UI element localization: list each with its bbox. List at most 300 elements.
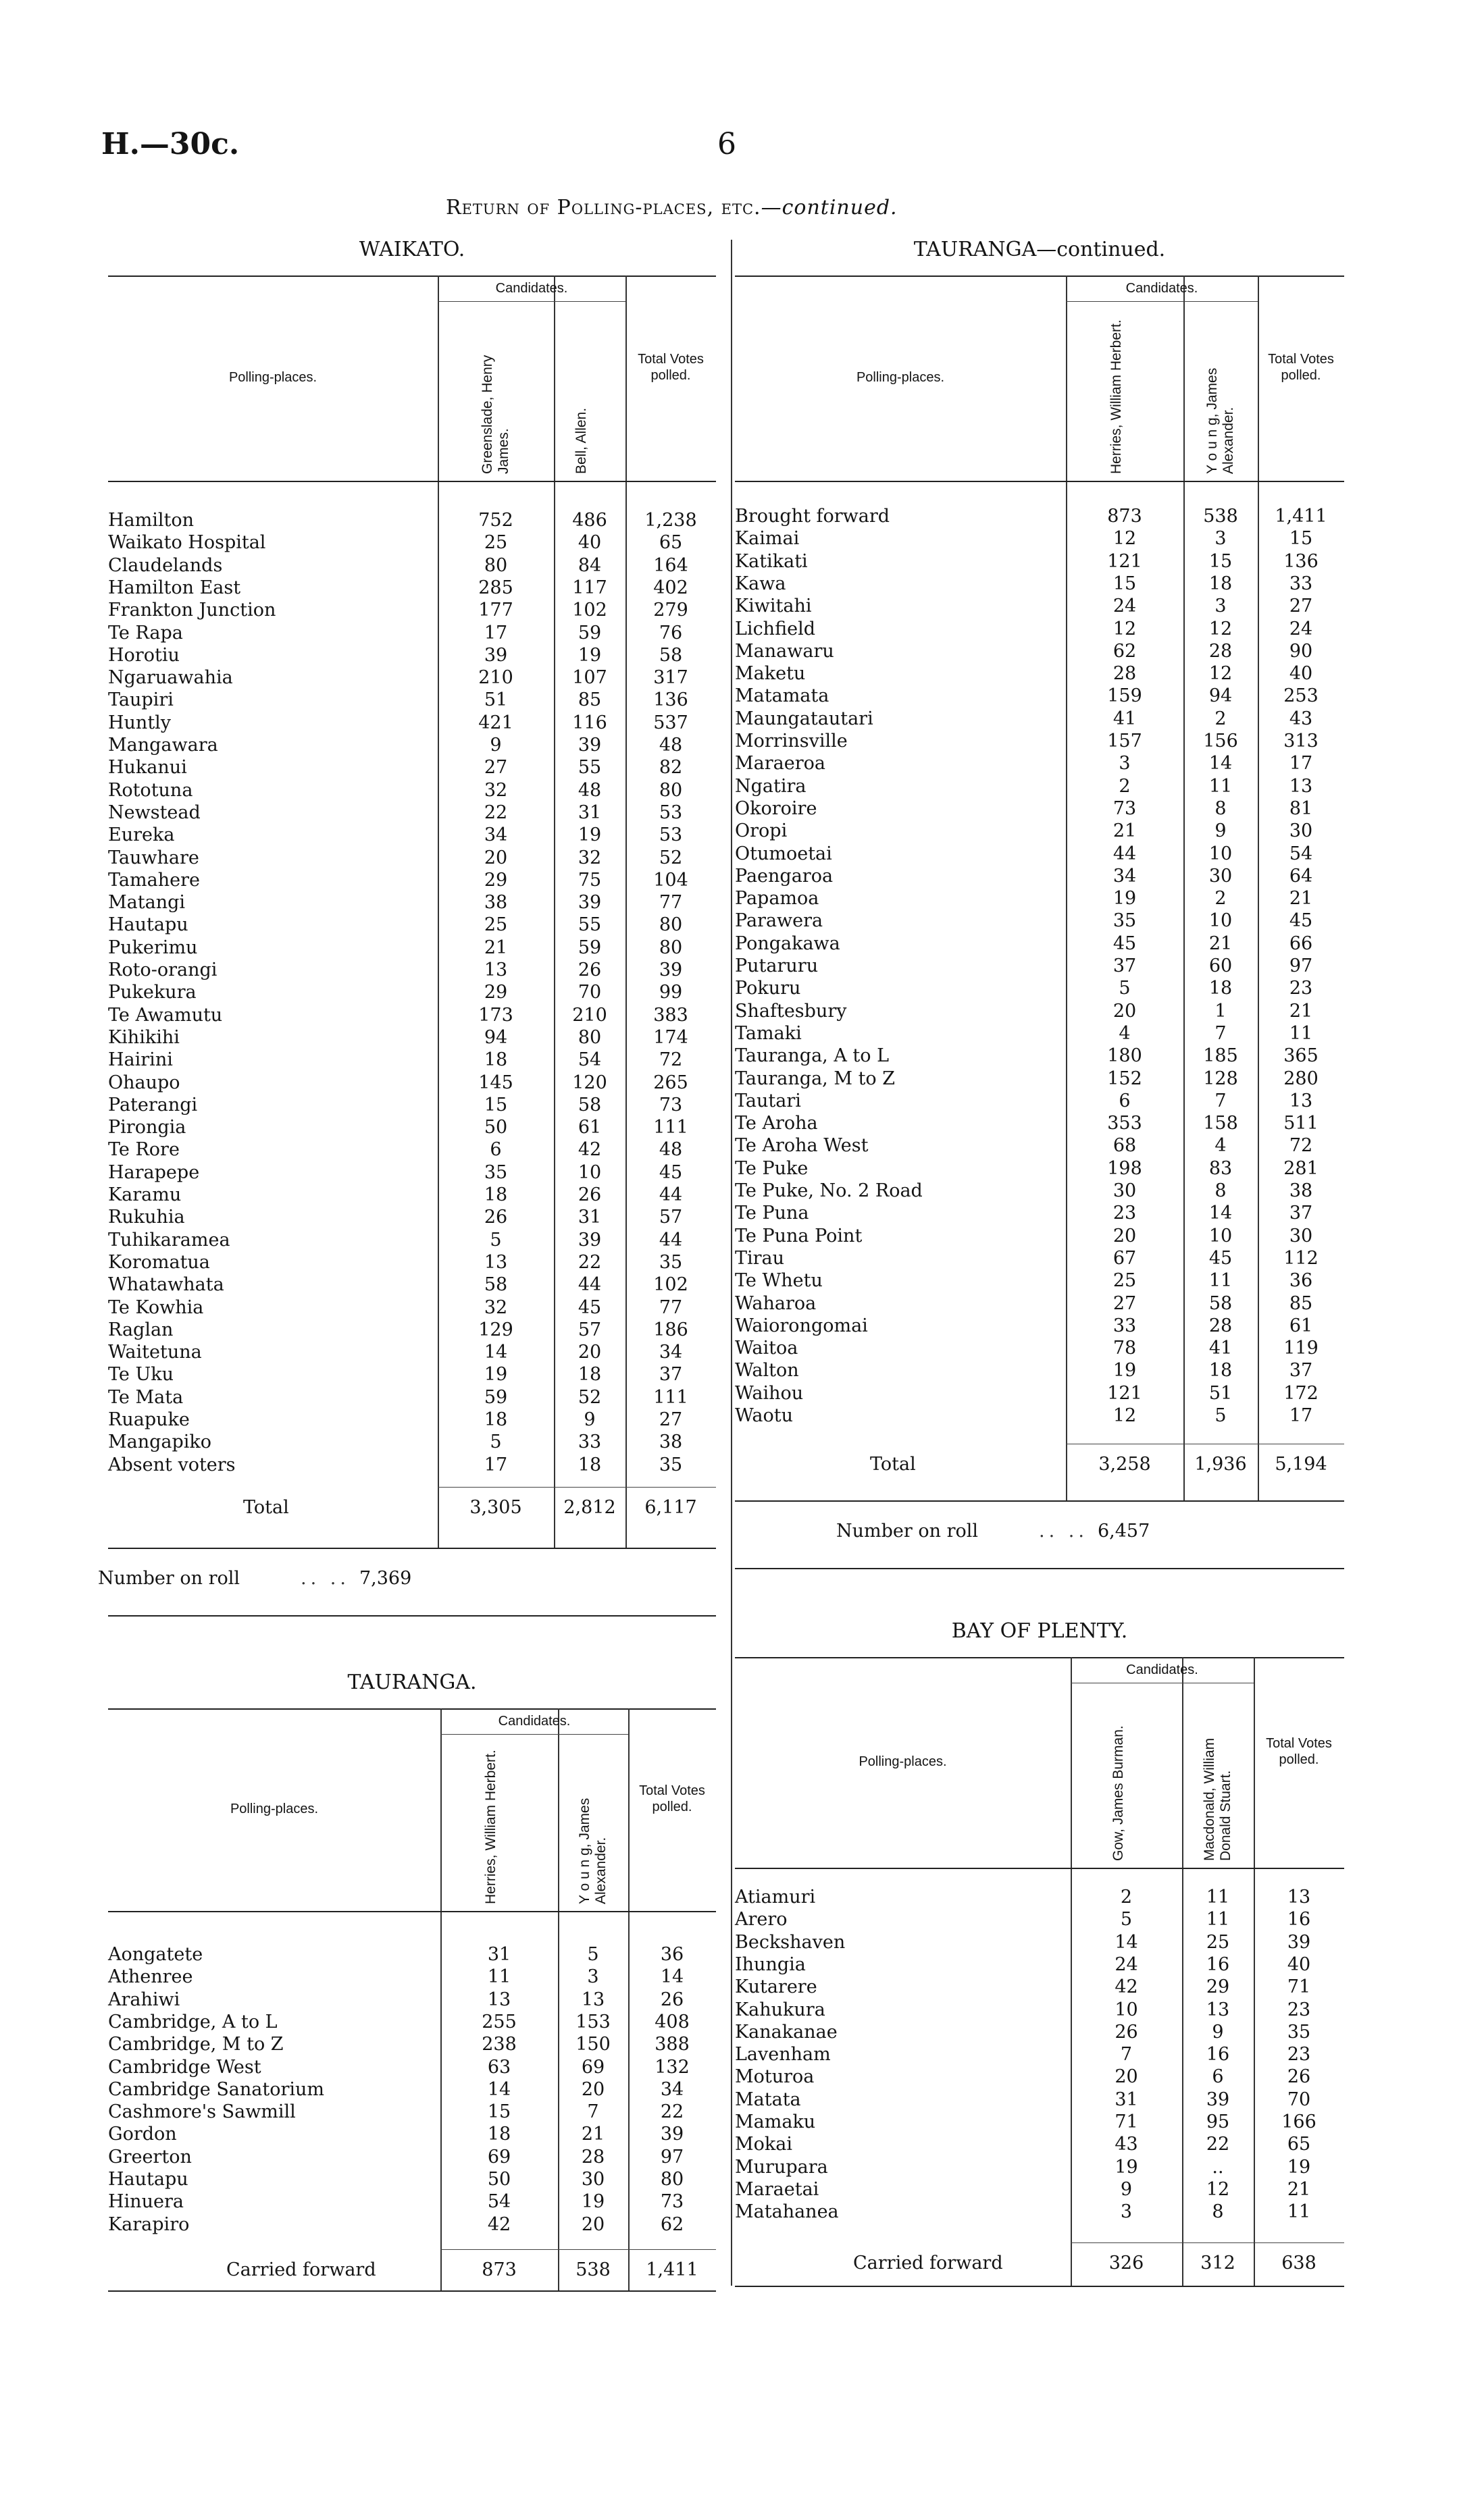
- rule: [440, 1734, 628, 1735]
- polling-place-row: [735, 865, 1344, 887]
- roll-value: 7,369: [359, 1568, 412, 1589]
- vote-count: 48: [659, 1139, 683, 1161]
- vote-count: 14: [1208, 753, 1233, 775]
- polling-place-name: Hukanui: [108, 757, 187, 779]
- polling-place-row: [735, 1157, 1344, 1180]
- vote-count: 77: [659, 1296, 683, 1318]
- polling-place-row: [108, 1341, 716, 1363]
- vote-count: 136: [653, 689, 688, 711]
- polling-place-name: Ngatira: [735, 775, 807, 797]
- vote-count: 45: [1208, 1247, 1233, 1269]
- polling-place-name: Papamoa: [735, 888, 819, 910]
- vote-count: 10: [1208, 843, 1233, 864]
- polling-place-row: [735, 685, 1344, 707]
- vote-count: 68: [1112, 1135, 1137, 1157]
- vote-count: 16: [1206, 2044, 1230, 2066]
- total-count: 538: [575, 2259, 611, 2280]
- vote-count: 37: [1289, 1360, 1313, 1382]
- vote-count: 10: [578, 1161, 602, 1183]
- vote-count: 61: [1289, 1315, 1313, 1336]
- vote-count: 313: [1283, 731, 1319, 752]
- vote-count: 29: [484, 869, 508, 891]
- vote-count: 65: [1287, 2134, 1311, 2155]
- vote-count: 15: [1208, 550, 1233, 572]
- vote-count: 77: [659, 892, 683, 914]
- vote-count: 6: [1212, 2066, 1224, 2088]
- vote-count: 31: [1115, 2089, 1138, 2110]
- vote-count: 253: [1283, 685, 1319, 707]
- vote-count: 18: [1208, 573, 1233, 594]
- total-row: [108, 2259, 716, 2281]
- polling-place-name: Tautari: [735, 1090, 801, 1111]
- polling-place-name: Tamaki: [735, 1022, 802, 1044]
- vote-count: 30: [1112, 1180, 1137, 1201]
- vote-count: 32: [578, 847, 602, 868]
- vote-count: 39: [578, 735, 602, 756]
- vote-count: 5: [1119, 978, 1131, 999]
- polling-place-row: [735, 1090, 1344, 1112]
- polling-place-row: [735, 752, 1344, 775]
- total-votes-header: Total Votes polled.: [638, 352, 704, 383]
- vote-count: 27: [484, 757, 508, 779]
- vote-count: 21: [484, 937, 508, 958]
- polling-place-row: [108, 622, 716, 644]
- vote-count: 10: [1208, 910, 1233, 932]
- polling-place-row: [108, 891, 716, 914]
- vote-count: 85: [1289, 1292, 1313, 1314]
- vote-count: 21: [1287, 2178, 1311, 2200]
- vote-count: 35: [1112, 910, 1137, 932]
- vote-count: 12: [1206, 2178, 1230, 2200]
- polling-place-row: [108, 1319, 716, 1341]
- vote-count: 6: [1119, 1090, 1131, 1111]
- vote-count: 21: [1289, 888, 1313, 910]
- vote-count: 177: [478, 600, 513, 621]
- tauranga-title: TAURANGA.: [347, 1671, 477, 1694]
- vote-count: 20: [581, 2213, 605, 2235]
- polling-place-row: [735, 1269, 1344, 1292]
- vote-count: 421: [478, 712, 513, 733]
- polling-place-row: [735, 1068, 1344, 1090]
- polling-place-row: [735, 1886, 1344, 1908]
- vote-count: 121: [1107, 1382, 1142, 1404]
- polling-place-name: Cambridge West: [108, 2056, 261, 2078]
- vote-count: 70: [1287, 2089, 1311, 2110]
- vote-count: 173: [478, 1004, 513, 1026]
- polling-place-row: [108, 2056, 716, 2078]
- polling-place-name: Maungatautari: [735, 708, 873, 729]
- polling-place-name: Newstead: [108, 802, 201, 823]
- polling-place-row: [735, 1180, 1344, 1202]
- polling-place-row: [108, 1363, 716, 1386]
- vote-count: 37: [1289, 1203, 1313, 1224]
- polling-place-row: [735, 1315, 1344, 1337]
- polling-place-name: Arahiwi: [108, 1989, 180, 2010]
- vote-count: 3: [1214, 596, 1227, 617]
- vote-count: 19: [1115, 2156, 1138, 2178]
- vote-count: 18: [1208, 1360, 1233, 1382]
- vote-count: 20: [484, 847, 508, 868]
- polling-place-name: Karamu: [108, 1184, 182, 1205]
- vote-count: 186: [653, 1319, 688, 1340]
- polling-place-row: [108, 2078, 716, 2101]
- polling-place-name: Murupara: [735, 2156, 828, 2178]
- vote-count: 18: [1208, 978, 1233, 999]
- polling-place-name: Pirongia: [108, 1117, 186, 1138]
- vote-count: 388: [655, 2034, 690, 2055]
- rule: [108, 1615, 716, 1617]
- vote-count: 52: [578, 1386, 602, 1408]
- polling-place-name: Hautapu: [108, 914, 188, 936]
- vote-count: 1: [1214, 1000, 1227, 1022]
- polling-place-row: [108, 1386, 716, 1409]
- vote-count: 13: [487, 1989, 511, 2010]
- vote-count: 83: [1208, 1157, 1233, 1179]
- polling-place-row: [108, 802, 716, 824]
- vote-count: 45: [1112, 933, 1137, 954]
- polling-place-name: Rukuhia: [108, 1207, 185, 1228]
- vote-count: 62: [660, 2213, 684, 2235]
- vote-count: 20: [1115, 2066, 1138, 2088]
- vote-count: 55: [578, 757, 602, 779]
- polling-place-name: Tauwhare: [108, 847, 199, 868]
- vote-count: 44: [659, 1229, 683, 1251]
- rule: [438, 301, 625, 302]
- vote-count: 34: [484, 824, 508, 846]
- vote-count: 42: [487, 2213, 511, 2235]
- polling-place-row: [735, 1134, 1344, 1157]
- vote-count: 27: [659, 1409, 683, 1430]
- polling-place-name: Brought forward: [735, 506, 890, 527]
- polling-place-row: [108, 2033, 716, 2055]
- vote-count: 117: [572, 577, 607, 598]
- vote-count: 11: [1208, 775, 1233, 797]
- polling-place-name: Hairini: [108, 1049, 173, 1071]
- polling-place-row: [735, 797, 1344, 820]
- vote-count: 7: [1120, 2044, 1133, 2066]
- polling-place-row: [735, 1292, 1344, 1315]
- vote-count: 120: [572, 1072, 607, 1093]
- vote-count: 26: [484, 1207, 508, 1228]
- vote-count: 97: [1289, 955, 1313, 976]
- vote-count: 185: [1203, 1045, 1238, 1067]
- rule: [108, 2290, 716, 2292]
- vote-count: 34: [660, 2078, 684, 2100]
- polling-place-name: Te Uku: [108, 1364, 174, 1386]
- vote-count: 19: [1112, 1360, 1137, 1382]
- polling-place-row: [735, 1337, 1344, 1359]
- polling-place-name: Horotiu: [108, 644, 180, 666]
- polling-place-row: [735, 595, 1344, 617]
- vote-count: 33: [578, 1432, 602, 1453]
- vote-count: 13: [1206, 1999, 1230, 2020]
- vote-count: 5: [490, 1432, 502, 1453]
- polling-place-row: [108, 1049, 716, 1071]
- polling-place-row: [108, 2101, 716, 2123]
- vote-count: 537: [653, 712, 688, 733]
- polling-place-row: [735, 1112, 1344, 1134]
- vote-count: 111: [653, 1386, 688, 1408]
- polling-place-row: [108, 1161, 716, 1184]
- polling-place-name: Lichfield: [735, 618, 815, 639]
- rule: [735, 1500, 1344, 1502]
- vote-count: 72: [659, 1049, 683, 1071]
- vote-count: 18: [484, 1049, 508, 1071]
- vote-count: 13: [484, 1251, 508, 1273]
- vote-count: 32: [484, 1296, 508, 1318]
- polling-place-row: [108, 1296, 716, 1319]
- vote-count: 19: [1112, 888, 1137, 910]
- vote-count: 57: [578, 1319, 602, 1340]
- vote-count: 75: [578, 869, 602, 891]
- vote-count: 76: [659, 622, 683, 644]
- polling-place-name: Maraetai: [735, 2178, 819, 2200]
- vote-count: 23: [1287, 2044, 1311, 2066]
- polling-place-row: [735, 887, 1344, 910]
- polling-place-name: Absent voters: [108, 1454, 236, 1475]
- polling-place-name: Te Mata: [108, 1386, 184, 1408]
- polling-place-name: Te Awamutu: [108, 1004, 223, 1026]
- polling-place-name: Otumoetai: [735, 843, 832, 864]
- vote-count: 12: [1112, 1405, 1137, 1426]
- rule: [108, 275, 716, 277]
- total-row: [735, 1453, 1344, 1475]
- vote-count: 20: [1112, 1000, 1137, 1022]
- vote-count: 18: [578, 1454, 602, 1475]
- vote-count: 486: [572, 510, 607, 531]
- vote-count: 16: [1287, 1909, 1311, 1931]
- vote-count: 26: [1115, 2021, 1138, 2043]
- vote-count: 95: [1206, 2111, 1230, 2132]
- polling-place-name: Kihikihi: [108, 1026, 180, 1048]
- polling-place-name: Ruapuke: [108, 1409, 190, 1430]
- vote-count: 112: [1283, 1247, 1319, 1269]
- vote-count: 156: [1203, 731, 1238, 752]
- vote-count: 69: [487, 2146, 511, 2168]
- vote-count: 12: [1208, 618, 1233, 639]
- vote-count: 23: [1112, 1203, 1137, 1224]
- vote-count: 48: [578, 779, 602, 801]
- vote-count: 174: [653, 1026, 688, 1048]
- total-count: 1,411: [646, 2259, 698, 2280]
- vote-count: 18: [484, 1409, 508, 1430]
- vote-count: 19: [581, 2191, 605, 2213]
- vote-count: 35: [659, 1454, 683, 1475]
- vote-count: 5: [587, 1944, 599, 1965]
- vote-count: 11: [1206, 1887, 1230, 1908]
- polling-place-row: [108, 644, 716, 666]
- vote-count: 40: [578, 532, 602, 554]
- rule: [438, 1487, 716, 1488]
- vote-count: 150: [575, 2034, 611, 2055]
- polling-place-row: [108, 509, 716, 531]
- polling-place-row: [735, 550, 1344, 573]
- vote-count: 752: [478, 510, 513, 531]
- polling-place-name: Tirau: [735, 1247, 785, 1269]
- candidate-name: Y o u n g, James Alexander.: [577, 1797, 609, 1904]
- polling-place-row: [108, 1229, 716, 1251]
- vote-count: 12: [1112, 618, 1137, 639]
- vote-count: 21: [581, 2124, 605, 2145]
- vote-count: 198: [1107, 1157, 1142, 1179]
- vote-count: 39: [1287, 1931, 1311, 1953]
- polling-place-row: [108, 1116, 716, 1138]
- polling-place-row: [735, 1405, 1344, 1427]
- vote-count: 13: [581, 1989, 605, 2010]
- vote-count: 102: [653, 1274, 688, 1296]
- vote-count: 17: [484, 1454, 508, 1475]
- vote-count: 5: [490, 1229, 502, 1251]
- waikato-title: WAIKATO.: [359, 238, 465, 261]
- vote-count: 2: [1119, 775, 1131, 797]
- polling-place-name: Putaruru: [735, 955, 819, 976]
- vote-count: 3: [1120, 2201, 1133, 2223]
- vote-count: 238: [482, 2034, 517, 2055]
- polling-place-row: [735, 955, 1344, 977]
- vote-count: 26: [578, 1184, 602, 1205]
- vote-count: 94: [484, 1026, 508, 1048]
- vote-count: 104: [653, 869, 688, 891]
- vote-count: 158: [1203, 1113, 1238, 1134]
- candidate-name: Herries, William Herbert.: [1108, 319, 1124, 474]
- vote-count: 11: [1206, 1909, 1230, 1931]
- vote-count: 59: [578, 937, 602, 958]
- vote-count: 2: [1214, 888, 1227, 910]
- vote-count: 353: [1107, 1113, 1142, 1134]
- vote-count: 54: [487, 2191, 511, 2213]
- polling-place-row: [735, 1225, 1344, 1247]
- vote-count: 1,411: [1275, 506, 1327, 527]
- polling-place-name: Whatawhata: [108, 1274, 224, 1296]
- vote-count: 17: [484, 622, 508, 644]
- vote-count: 23: [1289, 978, 1313, 999]
- vote-count: 34: [659, 1342, 683, 1363]
- polling-place-row: [735, 1999, 1344, 2021]
- polling-place-name: Te Puna: [735, 1203, 809, 1224]
- polling-place-row: [108, 1004, 716, 1026]
- polling-place-name: Karapiro: [108, 2213, 190, 2235]
- rule: [735, 275, 1344, 277]
- vote-count: 60: [1208, 955, 1233, 976]
- polling-place-row: [108, 1138, 716, 1161]
- polling-place-row: [735, 1202, 1344, 1224]
- polling-place-name: Pukerimu: [108, 937, 198, 958]
- polling-place-row: [108, 1206, 716, 1228]
- vote-count: 71: [1287, 1976, 1311, 1998]
- vote-count: 39: [578, 1229, 602, 1251]
- vote-count: 279: [653, 600, 688, 621]
- vote-count: 26: [578, 960, 602, 980]
- vote-count: 180: [1107, 1045, 1142, 1067]
- polling-place-name: Te Kowhia: [108, 1296, 204, 1318]
- rule: [1071, 2242, 1344, 2243]
- vote-count: 285: [478, 577, 513, 598]
- roll-value: 6,457: [1097, 1521, 1150, 1542]
- polling-place-name: Ohaupo: [108, 1072, 180, 1093]
- vote-count: 66: [1289, 933, 1313, 954]
- polling-place-name: Te Aroha West: [735, 1135, 869, 1157]
- document-code: H.—30c.: [101, 127, 240, 161]
- polling-place-name: Te Puna Point: [735, 1225, 863, 1246]
- vote-count: 7: [587, 2101, 599, 2123]
- vote-count: ..: [1212, 2156, 1224, 2178]
- vote-count: 9: [490, 735, 502, 756]
- polling-place-name: Maketu: [735, 663, 806, 685]
- rule: [735, 2286, 1344, 2287]
- vote-count: 62: [1112, 640, 1137, 662]
- polling-place-name: Roto-orangi: [108, 960, 218, 980]
- polling-place-row: [735, 505, 1344, 527]
- candidates-header: Candidates.: [1126, 1662, 1198, 1677]
- polling-place-name: Moturoa: [735, 2066, 815, 2088]
- polling-place-name: Te Puke, No. 2 Road: [735, 1180, 923, 1201]
- polling-place-name: Aongatete: [108, 1944, 203, 1965]
- vote-count: 82: [659, 757, 683, 779]
- polling-place-row: [735, 2178, 1344, 2201]
- vote-count: 9: [1214, 820, 1227, 842]
- vote-count: 19: [578, 824, 602, 846]
- polling-place-name: Huntly: [108, 712, 172, 733]
- polling-place-name: Greerton: [108, 2146, 192, 2168]
- vote-count: 14: [1115, 1931, 1138, 1953]
- polling-place-row: [735, 618, 1344, 640]
- vote-count: 57: [659, 1207, 683, 1228]
- vote-count: 26: [660, 1989, 684, 2010]
- vote-count: 8: [1214, 1180, 1227, 1201]
- vote-count: 317: [653, 667, 688, 689]
- vote-count: 45: [578, 1296, 602, 1318]
- polling-place-row: [108, 1072, 716, 1094]
- vote-count: 10: [1115, 1999, 1138, 2020]
- vote-count: 20: [1112, 1225, 1137, 1246]
- vote-count: 4: [1119, 1022, 1131, 1044]
- vote-count: 5: [1214, 1405, 1227, 1426]
- vote-count: 80: [659, 914, 683, 936]
- vote-count: 11: [1289, 1022, 1313, 1044]
- polling-place-row: [735, 2089, 1344, 2111]
- vote-count: 164: [653, 554, 688, 576]
- polling-place-row: [735, 1382, 1344, 1405]
- polling-place-row: [108, 1409, 716, 1431]
- vote-count: 58: [1208, 1292, 1233, 1314]
- vote-count: 17: [1289, 1405, 1313, 1426]
- polling-place-row: [108, 2213, 716, 2236]
- vote-count: 20: [581, 2078, 605, 2100]
- vote-count: 12: [1208, 663, 1233, 685]
- polling-place-name: Hautapu: [108, 2169, 188, 2190]
- polling-place-name: Eureka: [108, 824, 175, 846]
- vote-count: 29: [1206, 1976, 1230, 1998]
- vote-count: 36: [1289, 1270, 1313, 1292]
- vote-count: 13: [1289, 775, 1313, 797]
- polling-places-header: Polling-places.: [228, 370, 317, 385]
- total-count: 3,305: [469, 1497, 522, 1518]
- polling-place-row: [735, 662, 1344, 685]
- candidate-name: Macdonald, William Donald Stuart.: [1202, 1737, 1233, 1861]
- number-on-roll: [98, 1568, 411, 1589]
- vote-count: 121: [1107, 550, 1142, 572]
- vote-count: 50: [484, 1117, 508, 1138]
- polling-place-name: Hamilton: [108, 510, 195, 531]
- polling-place-name: Kanakanae: [735, 2021, 838, 2043]
- total-count: 312: [1200, 2253, 1235, 2274]
- column-divider: [731, 240, 732, 2286]
- roll-label: Number on roll: [98, 1568, 240, 1589]
- vote-count: 30: [1208, 865, 1233, 887]
- polling-place-name: Hinuera: [108, 2191, 184, 2213]
- candidates-header: Candidates.: [495, 281, 568, 296]
- vote-count: 24: [1115, 1953, 1138, 1975]
